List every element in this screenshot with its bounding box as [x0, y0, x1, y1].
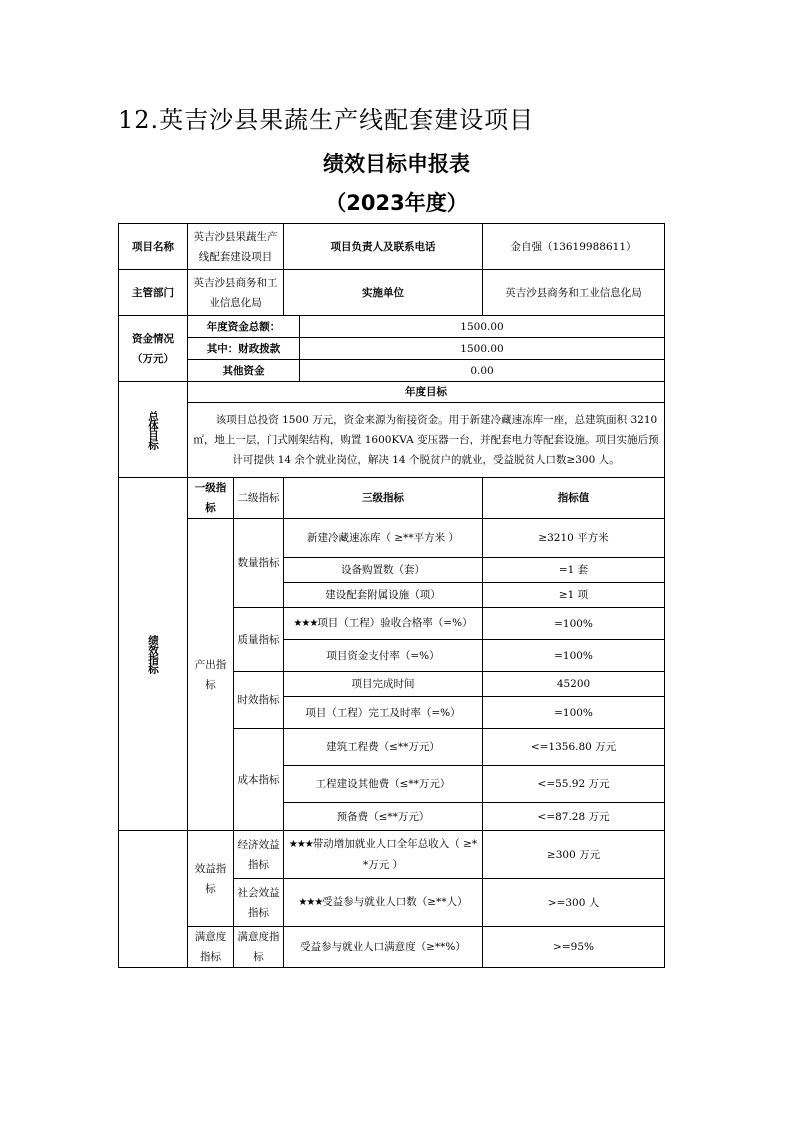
project-name-label: 项目名称	[119, 224, 188, 270]
output-indicators-label: 产出指标	[188, 519, 234, 831]
overall-goal-label: 总体目标	[119, 382, 188, 478]
col-level2: 二级指标	[234, 478, 284, 519]
satisfaction-l2-label: 满意度指标	[234, 927, 284, 968]
indicator-value: >=300 人	[483, 879, 665, 927]
dept-label: 主管部门	[119, 270, 188, 316]
star-mark: ★★★	[293, 618, 318, 629]
quality-indicators-label: 质量指标	[234, 608, 284, 672]
indicator-value: =1 套	[483, 558, 665, 583]
col-level1: 一级指标	[188, 478, 234, 519]
indicator-name: 建设配套附属设施（项）	[284, 583, 483, 608]
funds-total-label: 年度资金总额：	[188, 316, 300, 338]
benefit-indicators-label: 效益指标	[188, 831, 234, 927]
indicator-value: ≥3210 平方米	[483, 519, 665, 558]
satisfaction-l1-label: 满意度指标	[188, 927, 234, 968]
annual-goal-label: 年度目标	[188, 382, 665, 403]
funds-total-value: 1500.00	[300, 316, 665, 338]
indicator-value: <=1356.80 万元	[483, 729, 665, 766]
cost-indicators-label: 成本指标	[234, 729, 284, 831]
dept-value: 英吉沙县商务和工业信息化局	[188, 270, 284, 316]
funds-fiscal-value: 1500.00	[300, 338, 665, 360]
indicator-value: 45200	[483, 672, 665, 697]
funds-fiscal-label: 其中：财政拨款	[188, 338, 300, 360]
form-year: （2023年度）	[325, 191, 468, 215]
indicator-name: 项目（工程）完工及时率（=%）	[284, 697, 483, 729]
impl-label: 实施单位	[284, 270, 483, 316]
contact-value: 金自强（13619988611）	[483, 224, 665, 270]
indicator-name: 预备费（≤**万元）	[284, 803, 483, 831]
indicator-name: 工程建设其他费（≤**万元）	[284, 766, 483, 803]
funds-other-value: 0.00	[300, 360, 665, 382]
indicator-name: ★★★项目（工程）验收合格率（=%）	[284, 608, 483, 640]
indicator-value: =100%	[483, 608, 665, 640]
timeliness-indicators-label: 时效指标	[234, 672, 284, 729]
indicator-value: ≥1 项	[483, 583, 665, 608]
indicator-value: <=55.92 万元	[483, 766, 665, 803]
perf-indicators-label: 绩效指标	[119, 478, 188, 831]
perf-indicators-cont	[119, 831, 188, 968]
contact-label: 项目负责人及联系电话	[284, 224, 483, 270]
form-title: 绩效目标申报表	[323, 152, 470, 176]
indicator-name: 受益参与就业人口满意度（≥**%）	[284, 927, 483, 968]
funds-label: 资金情况（万元）	[119, 316, 188, 382]
indicator-value: =100%	[483, 640, 665, 672]
project-name-value: 英吉沙县果蔬生产线配套建设项目	[188, 224, 284, 270]
funds-other-label: 其他资金	[188, 360, 300, 382]
indicator-value: <=87.28 万元	[483, 803, 665, 831]
performance-form-table	[118, 223, 665, 968]
annual-goal-text: 该项目总投资 1500 万元，资金来源为衔接资金。用于新建冷藏速冻库一座，总建筑面积 3210 ㎡，地上一层，门式刚架结构，购置 1600KVA 变压器一台，并配套电力等配套设施。项目实施后预计可提供 14 余个就业岗位，解决 14 个脱贫户的就业，受益脱贫人口数≥300 人。	[188, 403, 665, 478]
indicator-value: >=95%	[483, 927, 665, 968]
social-benefit-label: 社会效益指标	[234, 879, 284, 927]
indicator-name: 项目完成时间	[284, 672, 483, 697]
col-level3: 三级指标	[284, 478, 483, 519]
indicator-name: 新建冷藏速冻库（ ≥**平方米 ）	[284, 519, 483, 558]
star-mark: ★★★	[298, 897, 323, 908]
indicator-name: 建筑工程费（≤**万元）	[284, 729, 483, 766]
indicator-name: 设备购置数（套）	[284, 558, 483, 583]
indicator-value: ≥300 万元	[483, 831, 665, 879]
quantity-indicators-label: 数量指标	[234, 519, 284, 608]
indicator-value: =100%	[483, 697, 665, 729]
col-value: 指标值	[483, 478, 665, 519]
indicator-name: ★★★带动增加就业人口全年总收入（ ≥**万元 ）	[284, 831, 483, 879]
page-heading: 12.英吉沙县果蔬生产线配套建设项目	[118, 106, 535, 134]
economic-benefit-label: 经济效益指标	[234, 831, 284, 879]
impl-value: 英吉沙县商务和工业信息化局	[483, 270, 665, 316]
star-mark: ★★★	[288, 839, 313, 850]
indicator-name: ★★★受益参与就业人口数（≥**人）	[284, 879, 483, 927]
indicator-name: 项目资金支付率（=%）	[284, 640, 483, 672]
